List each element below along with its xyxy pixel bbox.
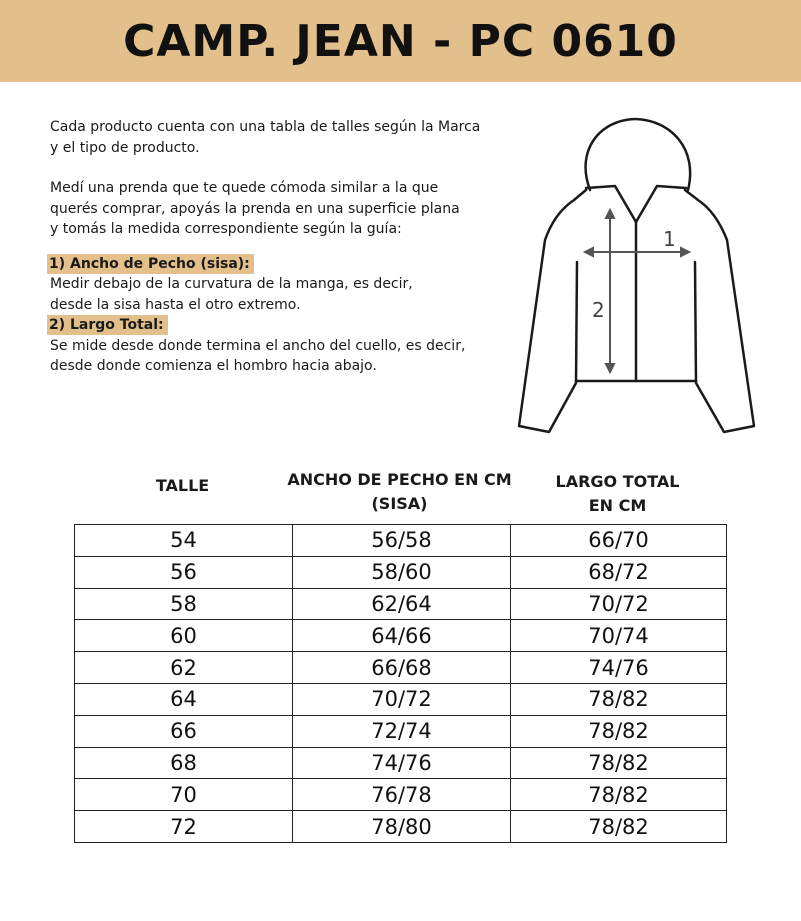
talle-cell: 56 bbox=[75, 556, 293, 588]
largo-cell: 78/82 bbox=[511, 715, 727, 747]
table-row bbox=[75, 652, 727, 684]
ancho-cell: 76/78 bbox=[293, 779, 511, 811]
size-table bbox=[74, 524, 727, 843]
ancho-cell: 58/60 bbox=[293, 556, 511, 588]
instructions-line: querés comprar, apoyás la prenda en una superficie plana bbox=[50, 200, 460, 217]
hood-outline bbox=[586, 119, 691, 190]
width-label: 1 bbox=[663, 227, 676, 251]
largo-cell: 68/72 bbox=[511, 556, 727, 588]
ancho-cell: 64/66 bbox=[293, 620, 511, 652]
measure-2-title: 2) Largo Total: bbox=[47, 315, 168, 335]
talle-cell: 66 bbox=[75, 715, 293, 747]
body-outline bbox=[685, 190, 754, 432]
instructions-line: Medí una prenda que te quede cómoda similar a la que bbox=[50, 180, 439, 196]
talle-cell: 54 bbox=[75, 525, 293, 557]
talle-cell: 70 bbox=[75, 779, 293, 811]
largo-cell: 66/70 bbox=[511, 525, 727, 557]
table-row bbox=[75, 588, 727, 620]
talle-cell: 72 bbox=[75, 811, 293, 843]
table-row bbox=[75, 620, 727, 652]
largo-cell: 78/82 bbox=[511, 747, 727, 779]
talle-cell: 58 bbox=[75, 588, 293, 620]
length-label: 2 bbox=[592, 298, 605, 322]
largo-cell: 78/82 bbox=[511, 811, 727, 843]
largo-cell: 70/74 bbox=[511, 620, 727, 652]
ancho-cell: 62/64 bbox=[293, 588, 511, 620]
table-row bbox=[75, 811, 727, 843]
body-outline bbox=[519, 190, 586, 432]
header-banner bbox=[0, 0, 801, 82]
column-header-talle: TALLE bbox=[155, 476, 210, 495]
measure-2-line: Se mide desde donde termina el ancho del cuello, es decir, bbox=[50, 337, 466, 354]
table-row bbox=[75, 715, 727, 747]
ancho-cell: 66/68 bbox=[293, 652, 511, 684]
largo-cell: 74/76 bbox=[511, 652, 727, 684]
table-row bbox=[75, 747, 727, 779]
largo-cell: 70/72 bbox=[511, 588, 727, 620]
talle-cell: 62 bbox=[75, 652, 293, 684]
neck-right bbox=[636, 186, 686, 222]
talle-cell: 68 bbox=[75, 747, 293, 779]
talle-cell: 64 bbox=[75, 683, 293, 715]
largo-cell: 78/82 bbox=[511, 779, 727, 811]
ancho-cell: 78/80 bbox=[293, 811, 511, 843]
measure-1-line: Medir debajo de la curvatura de la manga, es decir, bbox=[50, 276, 413, 292]
table-row bbox=[75, 525, 727, 557]
table-row bbox=[75, 683, 727, 715]
measure-1-title: 1) Ancho de Pecho (sisa): bbox=[47, 254, 254, 274]
column-header-ancho: ANCHO DE PECHO EN CM (SISA) bbox=[287, 470, 512, 513]
measure-2-line: desde donde comienza el hombro hacia abajo. bbox=[50, 358, 377, 374]
intro-text bbox=[50, 117, 520, 377]
ancho-cell: 56/58 bbox=[293, 525, 511, 557]
ancho-cell: 70/72 bbox=[293, 683, 511, 715]
column-header-largo: LARGO TOTAL EN CM bbox=[555, 472, 680, 515]
page-title: CAMP. JEAN - PC 0610 bbox=[123, 15, 678, 67]
largo-cell: 78/82 bbox=[511, 683, 727, 715]
instructions-line: y tomás la medida correspondiente según la guía: bbox=[50, 221, 402, 237]
intro-line: Cada producto cuenta con una tabla de talles según la Marca bbox=[50, 119, 481, 135]
ancho-cell: 74/76 bbox=[293, 747, 511, 779]
measure-1-line: desde la sisa hasta el otro extremo. bbox=[50, 296, 301, 313]
table-row bbox=[75, 779, 727, 811]
jacket-diagram bbox=[510, 115, 760, 440]
talle-cell: 60 bbox=[75, 620, 293, 652]
intro-line: y el tipo de producto. bbox=[50, 139, 200, 156]
table-row bbox=[75, 556, 727, 588]
ancho-cell: 72/74 bbox=[293, 715, 511, 747]
